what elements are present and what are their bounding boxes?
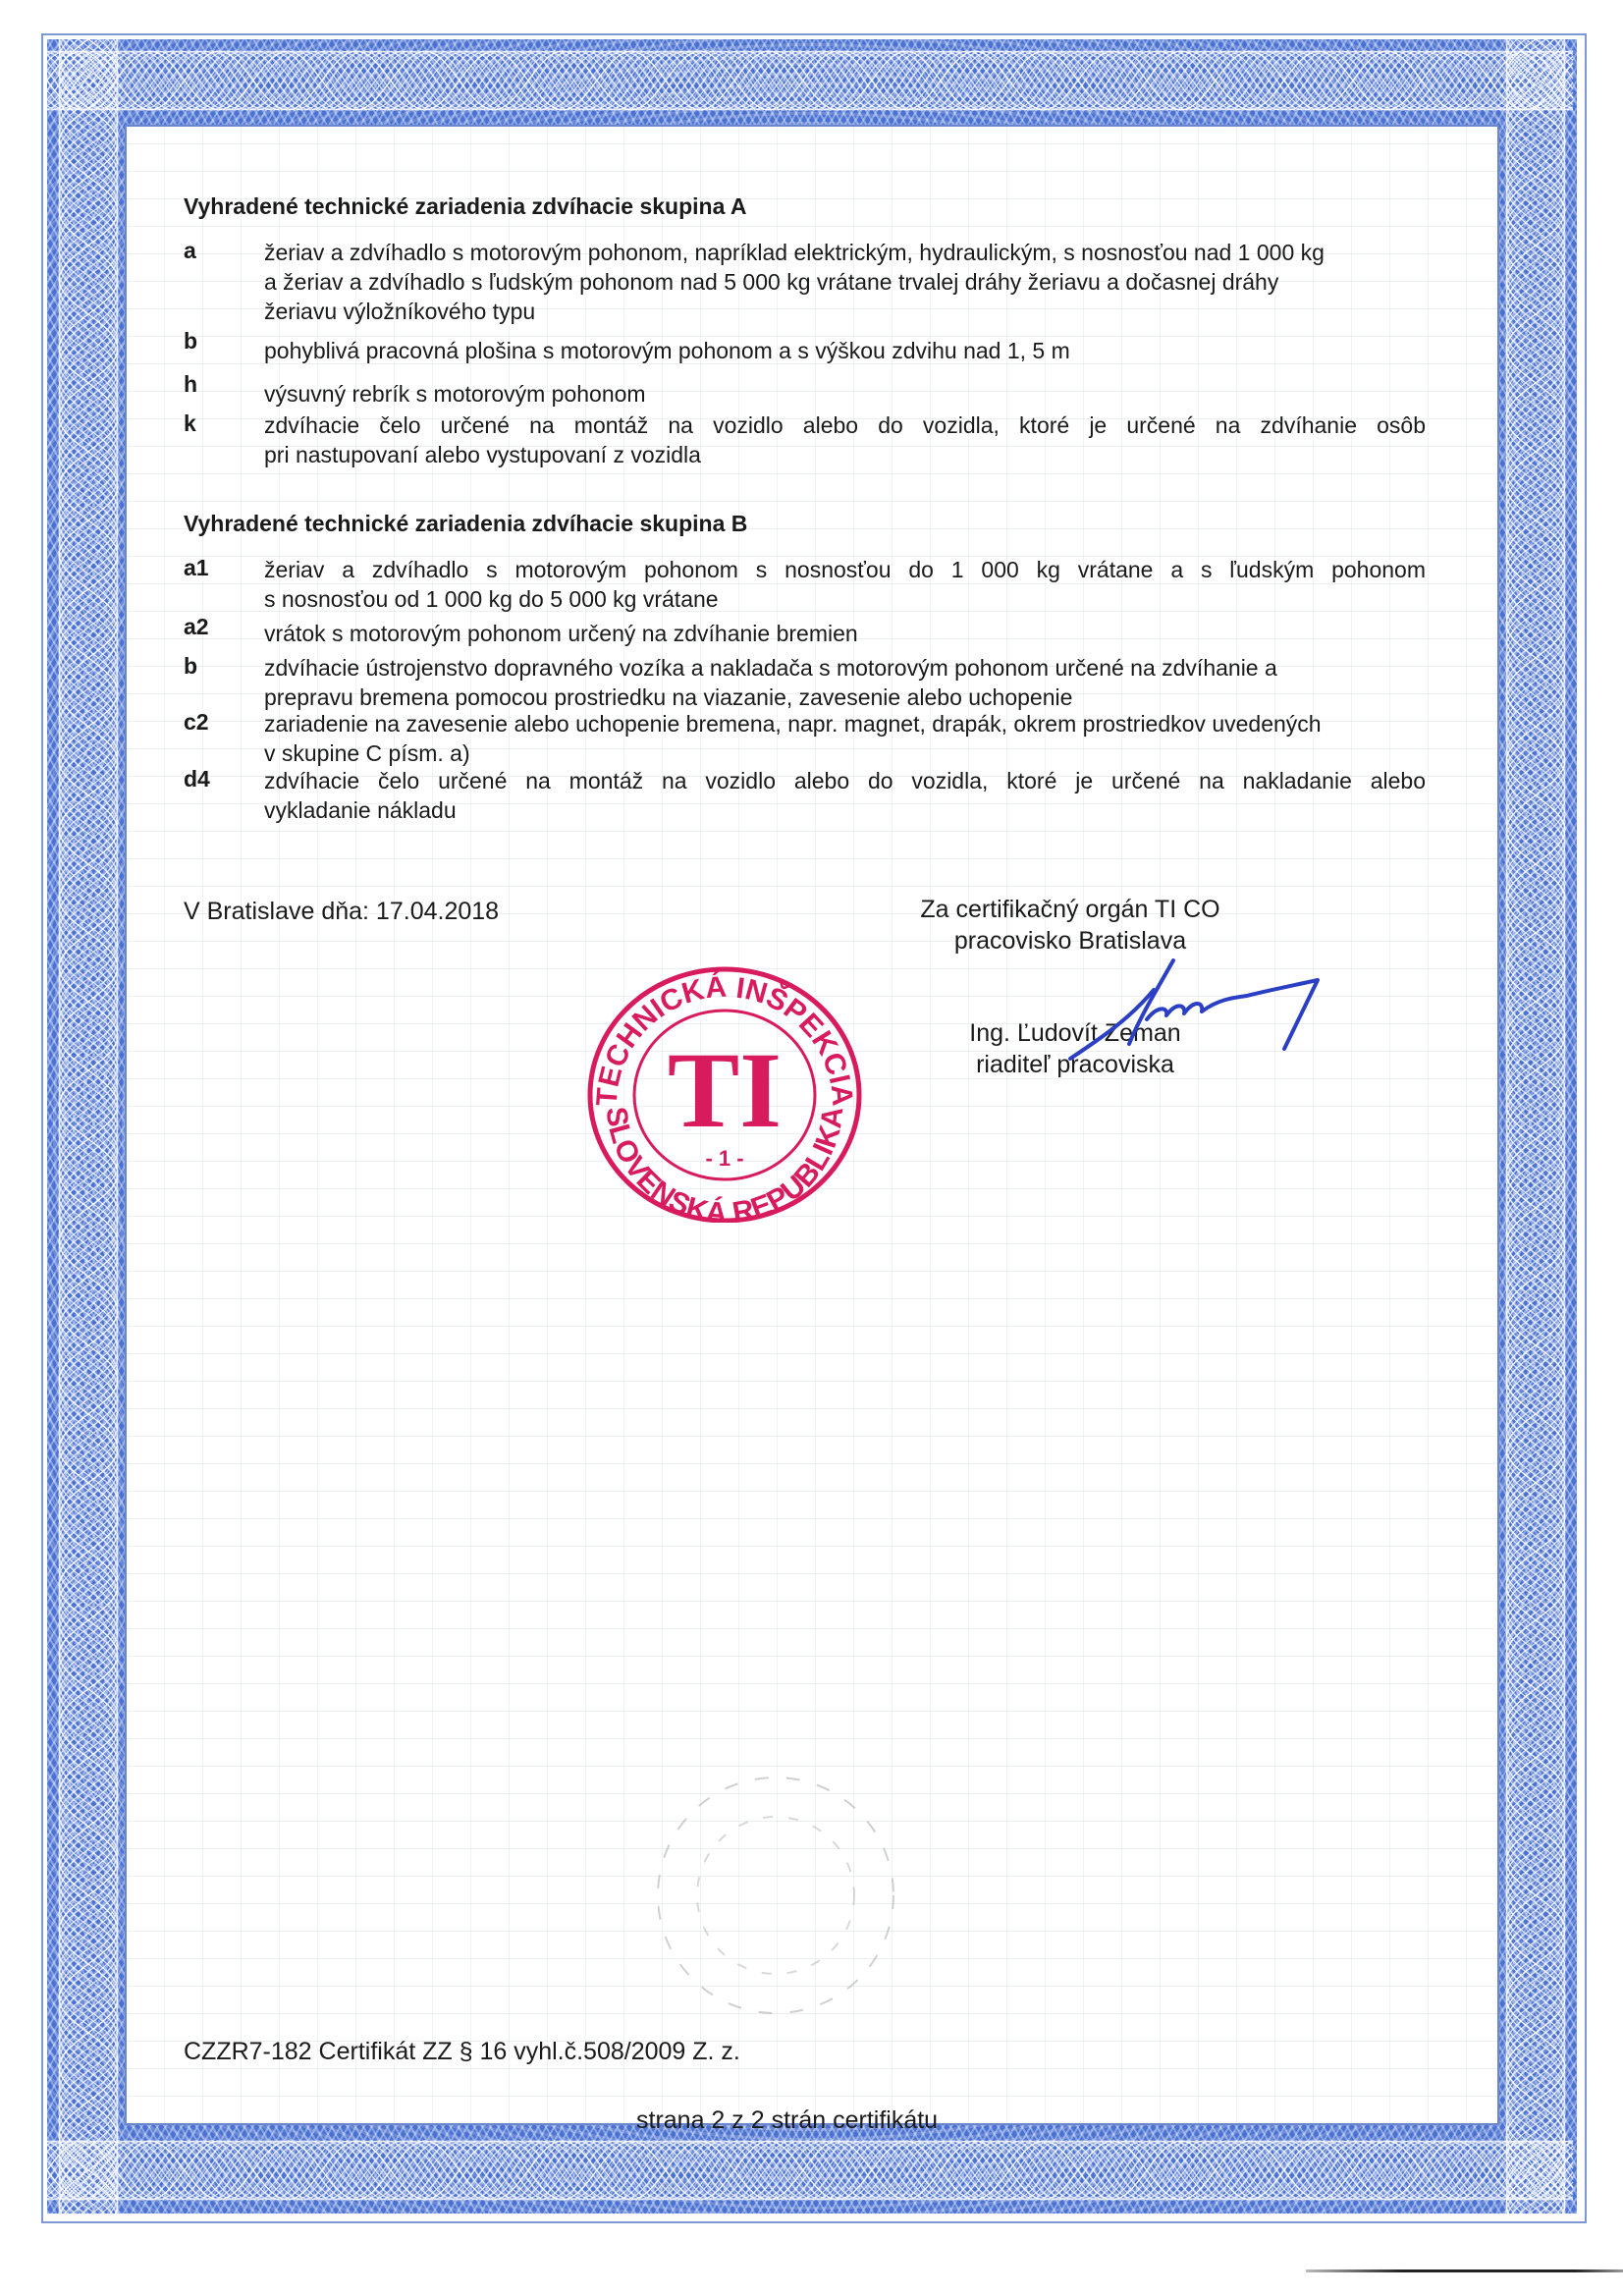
item-line: v skupine C písm. a) [264,740,470,766]
item-line: pri nastupovaní alebo vystupovaní z vozidla [264,442,701,467]
embossed-seal [628,1748,923,2043]
item-description [264,379,1426,409]
signatory-title: riaditeľ pracoviska [976,1051,1174,1078]
item-description [264,555,1426,614]
scan-edge [1306,2269,1623,2272]
certificate-reference: CZZR7-182 Certifikát ZZ § 16 vyhl.č.508/2009 Z. z. [184,2038,740,2065]
item-description [264,619,1426,648]
item-code: d4 [184,766,210,792]
item-line: žeriav a zdvíhadlo s motorovým pohonom s nosnosťou do 1 000 kg vrátane a s ľudským pohonom [264,557,1426,582]
item-description [264,410,1426,469]
item-line: zariadenie na zavesenie alebo uchopenie bremena, napr. magnet, drapák, okrem prostriedkov uvedených [264,711,1322,737]
stamp-number: - 1 - [705,1146,744,1171]
item-line: žeriav a zdvíhadlo s motorovým pohonom, napríklad elektrickým, hydraulickým, s nosnosťou nad 1 000 kg [264,240,1325,265]
item-code: a1 [184,555,209,580]
item-description [264,766,1426,825]
item-line: pohyblivá pracovná plošina s motorovým pohonom a s výškou zdvihu nad 1, 5 m [264,338,1070,363]
stamp-top-text: TECHNICKÁ INŠPEKCIA [590,970,859,1108]
item-line: výsuvný rebrík s motorovým pohonom [264,381,646,407]
item-code: k [184,410,196,436]
item-code: a2 [184,614,209,639]
item-line: zdvíhacie ústrojenstvo dopravného vozíka a nakladača s motorovým pohonom určené na zdvíhanie a [264,655,1277,681]
item-line: zdvíhacie čelo určené na montáž na vozidlo alebo do vozidla, ktoré je určené na nakladanie alebo [264,768,1426,793]
item-description [264,653,1426,712]
item-code: b [184,653,198,679]
signatory-name: Ing. Ľudovít Zeman [969,1019,1181,1047]
official-stamp [577,957,872,1223]
org-line: Za certifikačný orgán TI CO [920,896,1220,923]
item-description [264,238,1426,326]
section-b-heading: Vyhradené technické zariadenia zdvíhacie skupina B [184,511,748,536]
signatory-organization [903,894,1237,957]
item-code: a [184,238,196,263]
item-line: a žeriav a zdvíhadlo s ľudským pohonom nad 5 000 kg vrátane trvalej dráhy žeriavu a dočasnej dráhy [264,269,1279,295]
item-line: zdvíhacie čelo určené na montáž na vozidlo alebo do vozidla, ktoré je určené na zdvíhanie osôb [264,412,1426,438]
stamp-center-letters: TI [667,1030,783,1150]
handwritten-signature [1060,951,1335,1068]
item-description [264,709,1426,768]
page-indicator: strana 2 z 2 strán certifikátu [636,2106,939,2134]
item-code: h [184,371,198,397]
item-description [264,336,1426,365]
section-a-heading: Vyhradené technické zariadenia zdvíhacie skupina A [184,193,747,219]
place-and-date: V Bratislave dňa: 17.04.2018 [184,898,500,925]
item-line: s nosnosťou od 1 000 kg do 5 000 kg vrátane [264,586,719,612]
stamp-bottom-text: SLOVENSKÁ REPUBLIKA [599,1105,850,1223]
item-line: vrátok s motorovým pohonom určený na zdvíhanie bremien [264,621,858,646]
item-code: c2 [184,709,209,735]
item-line: žeriavu výložníkového typu [264,299,536,324]
item-line: vykladanie nákladu [264,797,457,823]
item-code: b [184,328,198,354]
org-line: pracovisko Bratislava [953,927,1187,955]
item-line: prepravu bremena pomocou prostriedku na viazanie, zavesenie alebo uchopenie [264,684,1073,710]
